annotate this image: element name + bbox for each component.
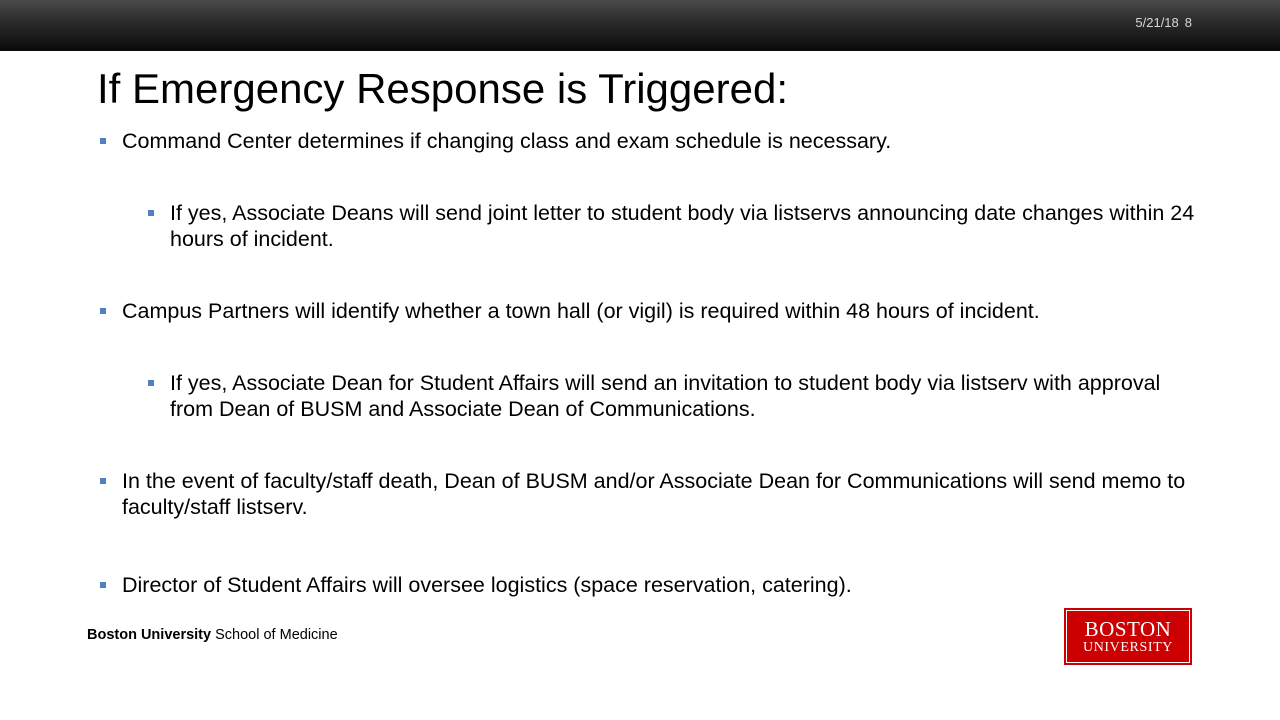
top-bar [0, 0, 1280, 51]
slide-meta [1135, 15, 1192, 30]
logo-line-1: BOSTON [1084, 616, 1172, 641]
sub-bullet-item [170, 370, 1200, 422]
bullet-square-icon [100, 308, 106, 314]
footer-school: School of Medicine [215, 627, 338, 643]
bullet-item [122, 468, 1212, 520]
bullet-text: If yes, Associate Deans will send joint letter to student body via listservs announcing date changes within 24 hours of incident. [170, 201, 1195, 251]
slide-date: 5/21/18 [1135, 15, 1179, 30]
footer-university: Boston University [87, 627, 212, 643]
bullet-square-icon [100, 582, 106, 588]
bullet-square-icon [100, 478, 106, 484]
bullet-item [122, 572, 1212, 598]
bullet-item [122, 128, 1212, 154]
bullet-item [122, 298, 1212, 324]
bullet-text: Command Center determines if changing class and exam schedule is necessary. [122, 129, 892, 153]
sub-bullet-item [170, 200, 1200, 252]
bullet-text: In the event of faculty/staff death, Dean of BUSM and/or Associate Dean for Communications will send memo to faculty/staff listserv. [122, 469, 1186, 519]
footer-institution [87, 627, 338, 643]
slide-title: If Emergency Response is Triggered: [97, 65, 788, 112]
bullet-square-icon [148, 210, 154, 216]
bullet-text: Director of Student Affairs will oversee logistics (space reservation, catering). [122, 573, 852, 597]
bullet-text: If yes, Associate Dean for Student Affairs will send an invitation to student body via listserv with approval from Dean of BUSM and Associate Dean of Communications. [170, 371, 1161, 421]
logo-frame [1066, 610, 1190, 663]
bullet-text: Campus Partners will identify whether a town hall (or vigil) is required within 48 hours of incident. [122, 299, 1040, 323]
logo-line-2: UNIVERSITY [1083, 639, 1173, 655]
bullet-square-icon [148, 380, 154, 386]
bullet-square-icon [100, 138, 106, 144]
slide-number: 8 [1184, 15, 1192, 30]
boston-university-logo [1064, 608, 1192, 665]
